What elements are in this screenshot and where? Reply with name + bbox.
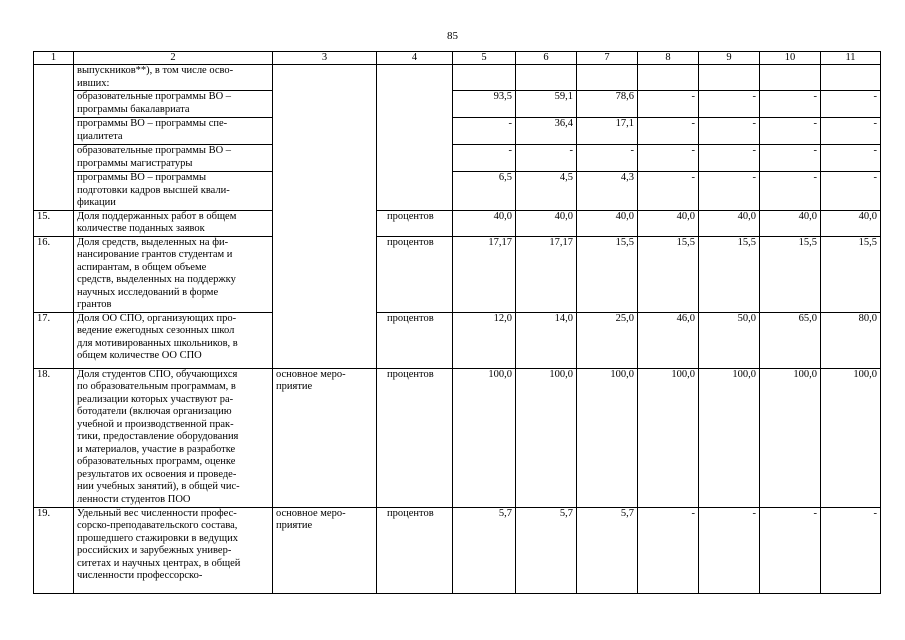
value-col-8: 15,5 xyxy=(638,236,699,312)
indicator-description: Доля студентов СПО, обучающихся по образовательным программам, в реализации которых участвуют ра- ботодатели (включая организацию учебной и производственной прак- тики, предоставление оборудования и материалов, участие в разработке образовательных программ, оценке результатов их освоения и проведе- нии учебных занятий), в общей чис- ленности студентов ПОО xyxy=(74,368,273,507)
unit-of-measure: процентов xyxy=(377,210,453,236)
indicator-description: программы ВО – программы подготовки кадров высшей квали- фикации xyxy=(74,172,273,211)
table-body xyxy=(34,65,881,594)
value-col-10: 65,0 xyxy=(760,312,821,368)
row-number: 17. xyxy=(34,312,74,368)
column-header-8: 8 xyxy=(638,52,699,65)
value-col-5: 12,0 xyxy=(453,312,516,368)
value-col-7: 15,5 xyxy=(577,236,638,312)
column-header-6: 6 xyxy=(516,52,577,65)
value-col-7: 25,0 xyxy=(577,312,638,368)
value-col-5: 17,17 xyxy=(453,236,516,312)
row-number: 16. xyxy=(34,236,74,312)
value-col-11: - xyxy=(821,507,881,593)
value-col-6: 14,0 xyxy=(516,312,577,368)
value-col-8: 46,0 xyxy=(638,312,699,368)
value-col-10: 100,0 xyxy=(760,368,821,507)
column-header-9: 9 xyxy=(699,52,760,65)
unit-of-measure: процентов xyxy=(377,368,453,507)
indicator-description: образовательные программы ВО – программы магистратуры xyxy=(74,145,273,172)
value-col-9: 40,0 xyxy=(699,210,760,236)
value-col-8: 40,0 xyxy=(638,210,699,236)
table-row xyxy=(34,236,881,312)
row-number: 15. xyxy=(34,210,74,236)
value-col-9 xyxy=(699,65,760,91)
value-col-7 xyxy=(577,65,638,91)
value-col-7: 100,0 xyxy=(577,368,638,507)
value-col-10: - xyxy=(760,172,821,211)
value-col-8 xyxy=(638,65,699,91)
unit-of-measure xyxy=(377,65,453,91)
value-col-11 xyxy=(821,65,881,91)
indicator-type xyxy=(273,312,377,368)
indicator-type xyxy=(273,172,377,211)
column-header-4: 4 xyxy=(377,52,453,65)
value-col-5: - xyxy=(453,145,516,172)
value-col-6: - xyxy=(516,145,577,172)
value-col-11: - xyxy=(821,172,881,211)
value-col-5: 40,0 xyxy=(453,210,516,236)
row-number xyxy=(34,172,74,211)
table-row xyxy=(34,145,881,172)
table-row xyxy=(34,312,881,368)
value-col-5 xyxy=(453,65,516,91)
value-col-6: 36,4 xyxy=(516,118,577,145)
unit-of-measure: процентов xyxy=(377,236,453,312)
row-number: 18. xyxy=(34,368,74,507)
column-header-10: 10 xyxy=(760,52,821,65)
unit-of-measure xyxy=(377,172,453,211)
value-col-7: 40,0 xyxy=(577,210,638,236)
table-row xyxy=(34,210,881,236)
column-header-3: 3 xyxy=(273,52,377,65)
value-col-9: - xyxy=(699,507,760,593)
table-row xyxy=(34,368,881,507)
value-col-5: 93,5 xyxy=(453,91,516,118)
indicator-type xyxy=(273,65,377,91)
column-header-7: 7 xyxy=(577,52,638,65)
indicator-description: образовательные программы ВО – программы бакалавриата xyxy=(74,91,273,118)
value-col-8: 100,0 xyxy=(638,368,699,507)
value-col-7: 5,7 xyxy=(577,507,638,593)
value-col-7: 78,6 xyxy=(577,91,638,118)
indicator-description: выпускников**), в том числе осво- ивших: xyxy=(74,65,273,91)
indicator-type xyxy=(273,236,377,312)
value-col-8: - xyxy=(638,172,699,211)
value-col-8: - xyxy=(638,145,699,172)
value-col-10: - xyxy=(760,118,821,145)
value-col-9: - xyxy=(699,118,760,145)
column-header-5: 5 xyxy=(453,52,516,65)
indicator-type: основное меро- приятие xyxy=(273,368,377,507)
indicator-type xyxy=(273,91,377,118)
column-header-row xyxy=(34,52,881,65)
value-col-6: 17,17 xyxy=(516,236,577,312)
table-row xyxy=(34,172,881,211)
value-col-11: 100,0 xyxy=(821,368,881,507)
row-number xyxy=(34,145,74,172)
indicator-type xyxy=(273,145,377,172)
value-col-9: 15,5 xyxy=(699,236,760,312)
indicator-description: Удельный вес численности профес- сорско-преподавательского состава, прошедшего стажировки в ведущих российских и зарубежных универ- ситетах и научных центрах, в общей численности профессорско- xyxy=(74,507,273,593)
table-row xyxy=(34,65,881,91)
row-number xyxy=(34,91,74,118)
value-col-5: - xyxy=(453,118,516,145)
indicator-description: программы ВО – программы спе- циалитета xyxy=(74,118,273,145)
value-col-6: 40,0 xyxy=(516,210,577,236)
value-col-10: 15,5 xyxy=(760,236,821,312)
indicator-type xyxy=(273,118,377,145)
value-col-11: 80,0 xyxy=(821,312,881,368)
row-number xyxy=(34,65,74,91)
unit-of-measure xyxy=(377,118,453,145)
value-col-11: 40,0 xyxy=(821,210,881,236)
value-col-8: - xyxy=(638,507,699,593)
indicator-description: Доля ОО СПО, организующих про- ведение ежегодных сезонных школ для мотивированных школьников, в общем количестве ОО СПО xyxy=(74,312,273,368)
indicator-description: Доля средств, выделенных на фи- нансирование грантов студентам и аспирантам, в общем объеме средств, выделенных на поддержку научных исследований в форме грантов xyxy=(74,236,273,312)
unit-of-measure xyxy=(377,91,453,118)
value-col-6: 5,7 xyxy=(516,507,577,593)
indicator-type: основное меро- приятие xyxy=(273,507,377,593)
page-number: 85 xyxy=(447,30,458,42)
indicator-type xyxy=(273,210,377,236)
value-col-7: 4,3 xyxy=(577,172,638,211)
value-col-5: 100,0 xyxy=(453,368,516,507)
indicators-table xyxy=(33,51,881,594)
unit-of-measure xyxy=(377,145,453,172)
value-col-10: - xyxy=(760,507,821,593)
value-col-6: 59,1 xyxy=(516,91,577,118)
value-col-6 xyxy=(516,65,577,91)
column-header-1: 1 xyxy=(34,52,74,65)
value-col-11: - xyxy=(821,91,881,118)
value-col-11: - xyxy=(821,118,881,145)
value-col-9: 50,0 xyxy=(699,312,760,368)
row-number: 19. xyxy=(34,507,74,593)
value-col-10 xyxy=(760,65,821,91)
value-col-10: - xyxy=(760,91,821,118)
unit-of-measure: процентов xyxy=(377,507,453,593)
value-col-6: 100,0 xyxy=(516,368,577,507)
value-col-7: 17,1 xyxy=(577,118,638,145)
value-col-8: - xyxy=(638,118,699,145)
column-header-2: 2 xyxy=(74,52,273,65)
value-col-11: - xyxy=(821,145,881,172)
value-col-9: - xyxy=(699,172,760,211)
unit-of-measure: процентов xyxy=(377,312,453,368)
column-header-11: 11 xyxy=(821,52,881,65)
table-row xyxy=(34,91,881,118)
table-row xyxy=(34,507,881,593)
value-col-5: 6,5 xyxy=(453,172,516,211)
value-col-10: 40,0 xyxy=(760,210,821,236)
value-col-9: - xyxy=(699,91,760,118)
value-col-7: - xyxy=(577,145,638,172)
table-row xyxy=(34,118,881,145)
value-col-9: 100,0 xyxy=(699,368,760,507)
value-col-6: 4,5 xyxy=(516,172,577,211)
value-col-11: 15,5 xyxy=(821,236,881,312)
value-col-9: - xyxy=(699,145,760,172)
value-col-5: 5,7 xyxy=(453,507,516,593)
indicator-description: Доля поддержанных работ в общем количестве поданных заявок xyxy=(74,210,273,236)
row-number xyxy=(34,118,74,145)
value-col-10: - xyxy=(760,145,821,172)
value-col-8: - xyxy=(638,91,699,118)
